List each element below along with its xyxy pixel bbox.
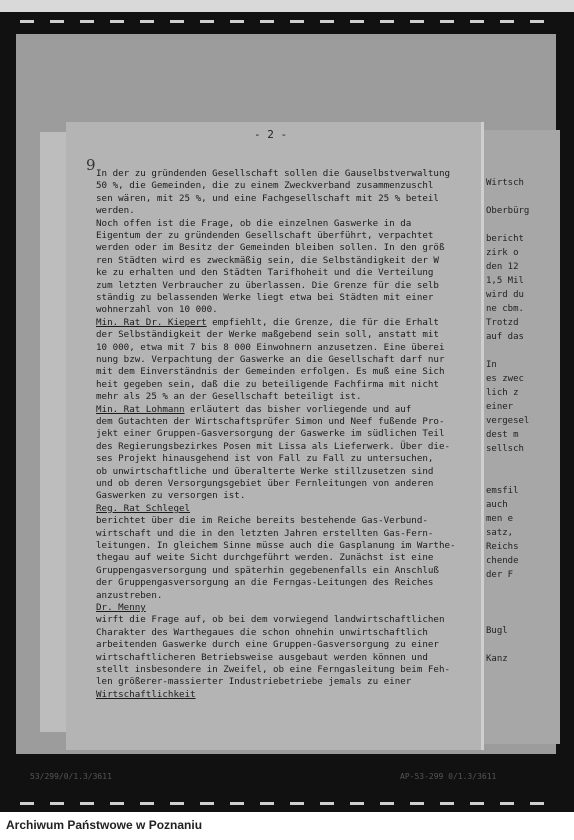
document-line: len größerer-massierter Industriebetriebe jemals zu einer <box>96 676 412 688</box>
document-line: wirtschaftlicheren Betriebsweise ausgebaut werden können und <box>96 651 428 663</box>
document-line: mehr als 25 % an der Gesellschaft beteiligt ist. <box>96 391 362 403</box>
document-line: wirft die Frage auf, ob bei dem vorwiegend landwirtschaftlichen <box>96 614 445 626</box>
document-line: 50 %, die Gemeinden, die zu einem Zweckverband zusammenzuschl <box>96 180 434 192</box>
document-line: Gruppengasversorgung und späterhin gegebenenfalls ein Anschluß <box>96 564 439 576</box>
right-fragment-line: den 12 <box>486 262 519 272</box>
microfilm-frame <box>0 12 574 812</box>
document-line: mit dem Einverständnis der Gemeinden erfolgen. Es muß eine Sich <box>96 366 445 378</box>
document-line: thegau auf weite Sicht durchgeführt werden. Zunächst ist eine <box>96 552 434 564</box>
page-number: - 2 - <box>254 128 288 141</box>
right-fragment-line: Oberbürg <box>486 206 530 216</box>
right-fragment-line: dest m <box>486 430 519 440</box>
right-fragment-line: chende <box>486 556 519 566</box>
document-line: leitungen. In gleichem Sinne müsse auch die Gasplanung im Warthe- <box>96 540 456 551</box>
document-line: anzustreben. <box>96 589 163 601</box>
document-line: der Selbständigkeit der Werke maßgebend sein soll, anstatt mit <box>96 329 439 341</box>
right-fragment-line: bericht <box>486 234 524 244</box>
right-fragment-line: Wirtsch <box>486 178 524 188</box>
right-fragment-line: wird du <box>486 290 524 300</box>
document-line: der Gruppengasversorgung an die Ferngas-Leitungen des Reiches <box>96 577 434 589</box>
film-perforation-top <box>20 20 554 23</box>
document-line: ständig zu belassenden Werke liegt etwa bei Städten mit einer <box>96 292 434 303</box>
document-line: Wirtschaftlichkeit <box>96 688 196 700</box>
right-fragment-line: emsfil <box>486 486 519 496</box>
document-text <box>96 146 484 746</box>
right-fragment-line: Kanz <box>486 654 508 664</box>
right-fragment-line: der F <box>486 570 514 580</box>
right-fragment-line: vergesel <box>486 416 530 426</box>
right-fragment-line: Reichs <box>486 542 519 552</box>
right-fragment-line: lich z <box>486 388 519 398</box>
right-fragment-line: zirk o <box>486 248 519 258</box>
right-fragment-line: Trotzd <box>486 318 519 328</box>
document-line: heit gegeben sein, daß die zu beteiligende Fachfirma mit nicht <box>96 378 439 390</box>
right-fragment-line: es zwec <box>486 374 524 384</box>
document-line: Noch offen ist die Frage, ob die einzelnen Gaswerke in da <box>96 217 412 229</box>
document-line: ses Projekt hinausgehend ist von Fall zu Fall zu untersuchen, <box>96 453 434 465</box>
right-fragment-line: sellsch <box>486 444 524 454</box>
right-page-fragment <box>478 130 560 744</box>
archive-name: Archiwum Państwowe w Poznaniu <box>6 818 203 832</box>
film-code-right: AP-53-299 0/1.3/3611 <box>400 772 497 781</box>
right-fragment-line: men e <box>486 514 514 524</box>
document-line: Min. Rat Lohmann erläutert das bisher vorliegende und auf <box>96 403 412 415</box>
document-line: stellt insbesondere in Zweifel, ob eine Ferngasleitung beim Feh- <box>96 664 451 675</box>
right-fragment-line: ne cbm. <box>486 304 524 314</box>
document-line: Eigentum der zu gründenden Gesellschaft überführt, verpachtet <box>96 230 434 241</box>
document-line: berichtet über die im Reiche bereits bestehende Gas-Verbund- <box>96 515 428 527</box>
document-line: wohnerzahl von 10 000. <box>96 304 218 316</box>
document-line: des Regierungsbezirkes Posen mit Lissa als Lieferwerk. Über die- <box>96 440 451 452</box>
document-line: sen wären, mit 25 %, und eine Fachgesellschaft mit 25 % beteil <box>96 192 439 204</box>
document-line: zum letzten Verbraucher zu überlassen. Die Grenze für die selb <box>96 279 439 291</box>
right-fragment-line: Bugl <box>486 626 508 636</box>
document-line: Dr. Menny <box>96 602 146 613</box>
document-line: ren Städten wird es zweckmäßig sein, die Selbständigkeit der W <box>96 254 439 266</box>
film-perforation-bottom <box>20 802 554 805</box>
document-line: ob unwirtschaftliche und überalterte Werke stillzusetzen sind <box>96 465 434 477</box>
archive-footer <box>0 812 574 840</box>
document-line: nung bzw. Verpachtung der Gaswerke an die Gesellschaft darf nur <box>96 354 445 365</box>
right-fragment-line: einer <box>486 402 514 412</box>
right-fragment-line: auch <box>486 500 508 510</box>
document-line: arbeitenden Gaswerke durch eine Gruppen-Gasversorgung zu einer <box>96 639 439 651</box>
document-line: wirtschaft und die in den letzten Jahren erstellten Gas-Fern- <box>96 527 434 539</box>
document-line: und ob deren Versorgungsgebiet über Fernleitungen von anderen <box>96 478 434 489</box>
document-line: 10 000, etwa mit 7 bis 8 000 Einwohnern anzusetzen. Eine überei <box>96 341 445 353</box>
top-scan-border <box>0 0 574 12</box>
document-line: Reg. Rat Schlegel <box>96 502 191 514</box>
document-line: In der zu gründenden Gesellschaft sollen die Gauselbstverwaltung <box>96 168 451 179</box>
document-line: werden. <box>96 205 135 217</box>
right-fragment-line: 1,5 Mil <box>486 276 524 286</box>
document-line: Min. Rat Dr. Kiepert empfiehlt, die Grenze, die für die Erhalt <box>96 316 439 328</box>
document-line: dem Gutachten der Wirtschaftsprüfer Simon und Neef fußende Pro- <box>96 416 445 427</box>
document-line: Charakter des Warthegaues die schon ohnehin unwirtschaftlich <box>96 626 428 638</box>
right-fragment-line: In <box>486 360 497 370</box>
document-line: ke zu erhalten und den Städten Tarifhoheit und die Verteilung <box>96 267 434 279</box>
document-line: Gaswerken zu versorgen ist. <box>96 490 246 502</box>
right-fragment-line: auf das <box>486 332 524 342</box>
document-line: jekt einer Gruppen-Gasversorgung der Gaswerke im südlichen Teil <box>96 428 445 440</box>
film-code-left: 53/299/0/1.3/3611 <box>30 772 112 781</box>
document-page <box>66 122 484 750</box>
document-line: werden oder im Besitz der Gemeinden bleiben sollen. In den größ <box>96 242 445 254</box>
margin-handwritten-mark: 9 <box>86 156 96 174</box>
right-fragment-line: satz, <box>486 528 514 538</box>
